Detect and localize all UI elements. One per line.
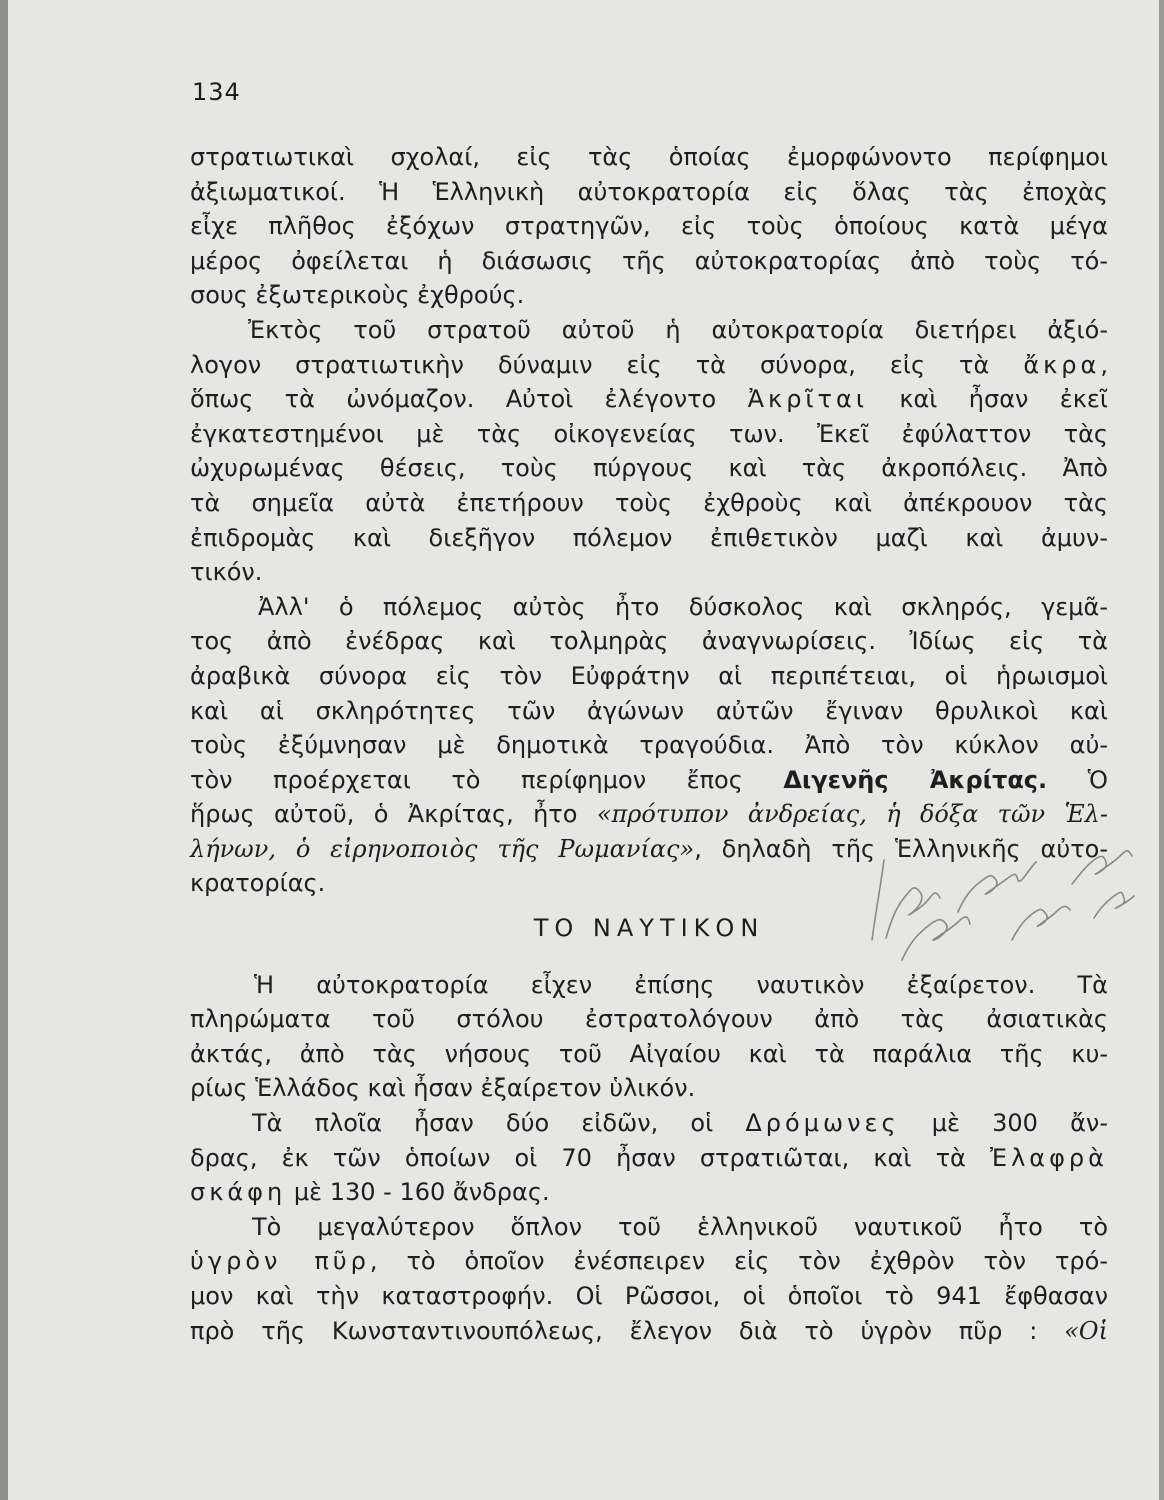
text-line: λογον στρατιωτικὴν δύναμιν εἰς τὰ σύνορα, εἰς τὰ ἄκρα, [190, 350, 1108, 379]
scan-edge-right [1159, 0, 1164, 1500]
text-line: σκάφη μὲ 130 - 160 ἄνδρας. [190, 1178, 550, 1207]
spaced-term: σκάφη [190, 1178, 287, 1207]
text-line: ἀκτάς, ἀπὸ τὰς νήσους τοῦ Αἰγαίου καὶ τὰ παράλια τῆς κυ- [190, 1039, 1108, 1068]
body-text [190, 140, 1108, 1348]
text-line: ὑγρὸν πῦρ, τὸ ὁποῖον ἐνέσπειρεν εἰς τὸν ἐχθρὸν τὸν τρό- [190, 1247, 1108, 1276]
paragraph-start: Ἐκτὸς τοῦ στρατοῦ αὐτοῦ ἡ αὐτοκρατορία διετήρει ἀξιό- [248, 315, 1108, 344]
paragraph-start: Ἀλλ' ὁ πόλεμος αὐτὸς ἦτο δύσκολος καὶ σκληρός, γεμᾶ- [258, 592, 1108, 621]
text-line: ὅπως τὰ ὠνόμαζον. Αὐτοὶ ἐλέγοντο Ἀκρῖται καὶ ἦσαν ἐκεῖ [190, 385, 1108, 414]
paragraph-start: Ἡ αὐτοκρατορία εἶχεν ἐπίσης ναυτικὸν ἐξαίρετον. Τὰ [254, 970, 1108, 999]
text-line: ὠχυρωμένας θέσεις, τοὺς πύργους καὶ τὰς ἀκροπόλεις. Ἀπὸ [190, 454, 1108, 483]
text-line: σους ἐξωτερικοὺς ἐχθρούς. [190, 281, 525, 310]
text-line: τικόν. [190, 558, 263, 587]
spaced-term: Δρόμωνες [745, 1109, 900, 1138]
text-line: ἀξιωματικοί. Ἡ Ἑλληνικὴ αὐτοκρατορία εἰς ὅλας τὰς ἐποχὰς [190, 177, 1108, 206]
handwritten-annotation [862, 820, 1162, 980]
paragraph-start: Τὰ πλοῖα ἦσαν δύο εἰδῶν, οἱ Δρόμωνες μὲ 300 ἄν- [252, 1109, 1108, 1138]
italic-quote: «πρότυπον ἀνδρείας, ἡ δόξα τῶν Ἑλ- [596, 800, 1108, 829]
text-line: εἶχε πλῆθος ἐξόχων στρατηγῶν, εἰς τοὺς ὁποίους κατὰ μέγα [190, 212, 1108, 241]
spaced-term: Ἀκρῖται [747, 385, 868, 414]
text-line: ἐπιδρομὰς καὶ διεξῆγον πόλεμον ἐπιθετικὸν μαζὶ καὶ ἀμυν- [190, 523, 1108, 552]
text-line: πρὸ τῆς Κωνσταντινουπόλεως, ἔλεγον διὰ τὸ ὑγρὸν πῦρ : «Οἱ [190, 1316, 1108, 1345]
text-line: στρατιωτικαὶ σχολαί, εἰς τὰς ὁποίας ἐμορφώνοντο περίφημοι [190, 143, 1108, 171]
text-line: ἐγκατεστημένοι μὲ τὰς οἰκογενείας των. Ἐκεῖ ἐφύλαττον τὰς [190, 419, 1108, 448]
bold-title: Διγενῆς Ἀκρίτας. [783, 765, 1048, 794]
text-line: δρας, ἐκ τῶν ὁποίων οἱ 70 ἦσαν στρατιῶται, καὶ τὰ Ἐλαφρὰ [190, 1143, 1108, 1172]
text-line: καὶ αἱ σκληρότητες τῶν ἀγώνων αὐτῶν ἔγιναν θρυλικοὶ καὶ [190, 696, 1108, 725]
text-line: μέρος ὀφείλεται ἡ διάσωσις τῆς αὐτοκρατορίας ἀπὸ τοὺς τό- [190, 246, 1108, 275]
page-number: 134 [192, 78, 241, 106]
section-heading: ΤΟ ΝΑΥΤΙΚΟΝ [533, 914, 765, 943]
paragraph-start: Τὸ μεγαλύτερον ὅπλον τοῦ ἑλληνικοῦ ναυτικοῦ ἦτο τὸ [252, 1212, 1108, 1241]
text-line: ἥρως αὐτοῦ, ὁ Ἀκρίτας, ἦτο «πρότυπον ἀνδρείας, ἡ δόξα τῶν Ἑλ- [190, 800, 1108, 829]
italic-quote: λήνων, ὁ εἰρηνοποιὸς τῆς Ρωμανίας» [190, 834, 695, 863]
text-line: ἀραβικὰ σύνορα εἰς τὸν Εὐφράτην αἱ περιπέτειαι, οἱ ἡρωισμοὶ [190, 661, 1108, 690]
scan-edge-left [0, 0, 8, 1500]
text-line: ρίως Ἑλλάδος καὶ ἦσαν ἐξαίρετον ὑλικόν. [190, 1074, 696, 1103]
spaced-term: Ἐλαφρὰ [990, 1143, 1108, 1172]
text-line: τος ἀπὸ ἐνέδρας καὶ τολμηρὰς ἀναγνωρίσεις. Ἰδίως εἰς τὰ [190, 627, 1108, 656]
spaced-term: ἄκρα [1023, 350, 1101, 379]
text-line: τὸν προέρχεται τὸ περίφημον ἔπος Διγενῆς Ἀκρίτας. Ὁ [190, 765, 1109, 794]
spaced-term: ὑγρὸν πῦρ [190, 1247, 370, 1276]
text-line: τοὺς ἐξύμνησαν μὲ δημοτικὰ τραγούδια. Ἀπὸ τὸν κύκλον αὐ- [190, 731, 1108, 760]
text-line: τὰ σημεῖα αὐτὰ ἐπετήρουν τοὺς ἐχθροὺς καὶ ἀπέκρουον τὰς [190, 488, 1108, 517]
text-line: κρατορίας. [190, 869, 326, 898]
text-line: λήνων, ὁ εἰρηνοποιὸς τῆς Ρωμανίας», δηλαδὴ τῆς Ἑλληνικῆς αὐτο- [190, 834, 1108, 863]
text-line: μον καὶ τὴν καταστροφήν. Οἱ Ρῶσσοι, οἱ ὁποῖοι τὸ 941 ἔφθασαν [190, 1282, 1108, 1310]
text-line: πληρώματα τοῦ στόλου ἐστρατολόγουν ἀπὸ τὰς ἀσιατικὰς [190, 1005, 1108, 1034]
italic-quote: «Οἱ [1064, 1316, 1108, 1345]
